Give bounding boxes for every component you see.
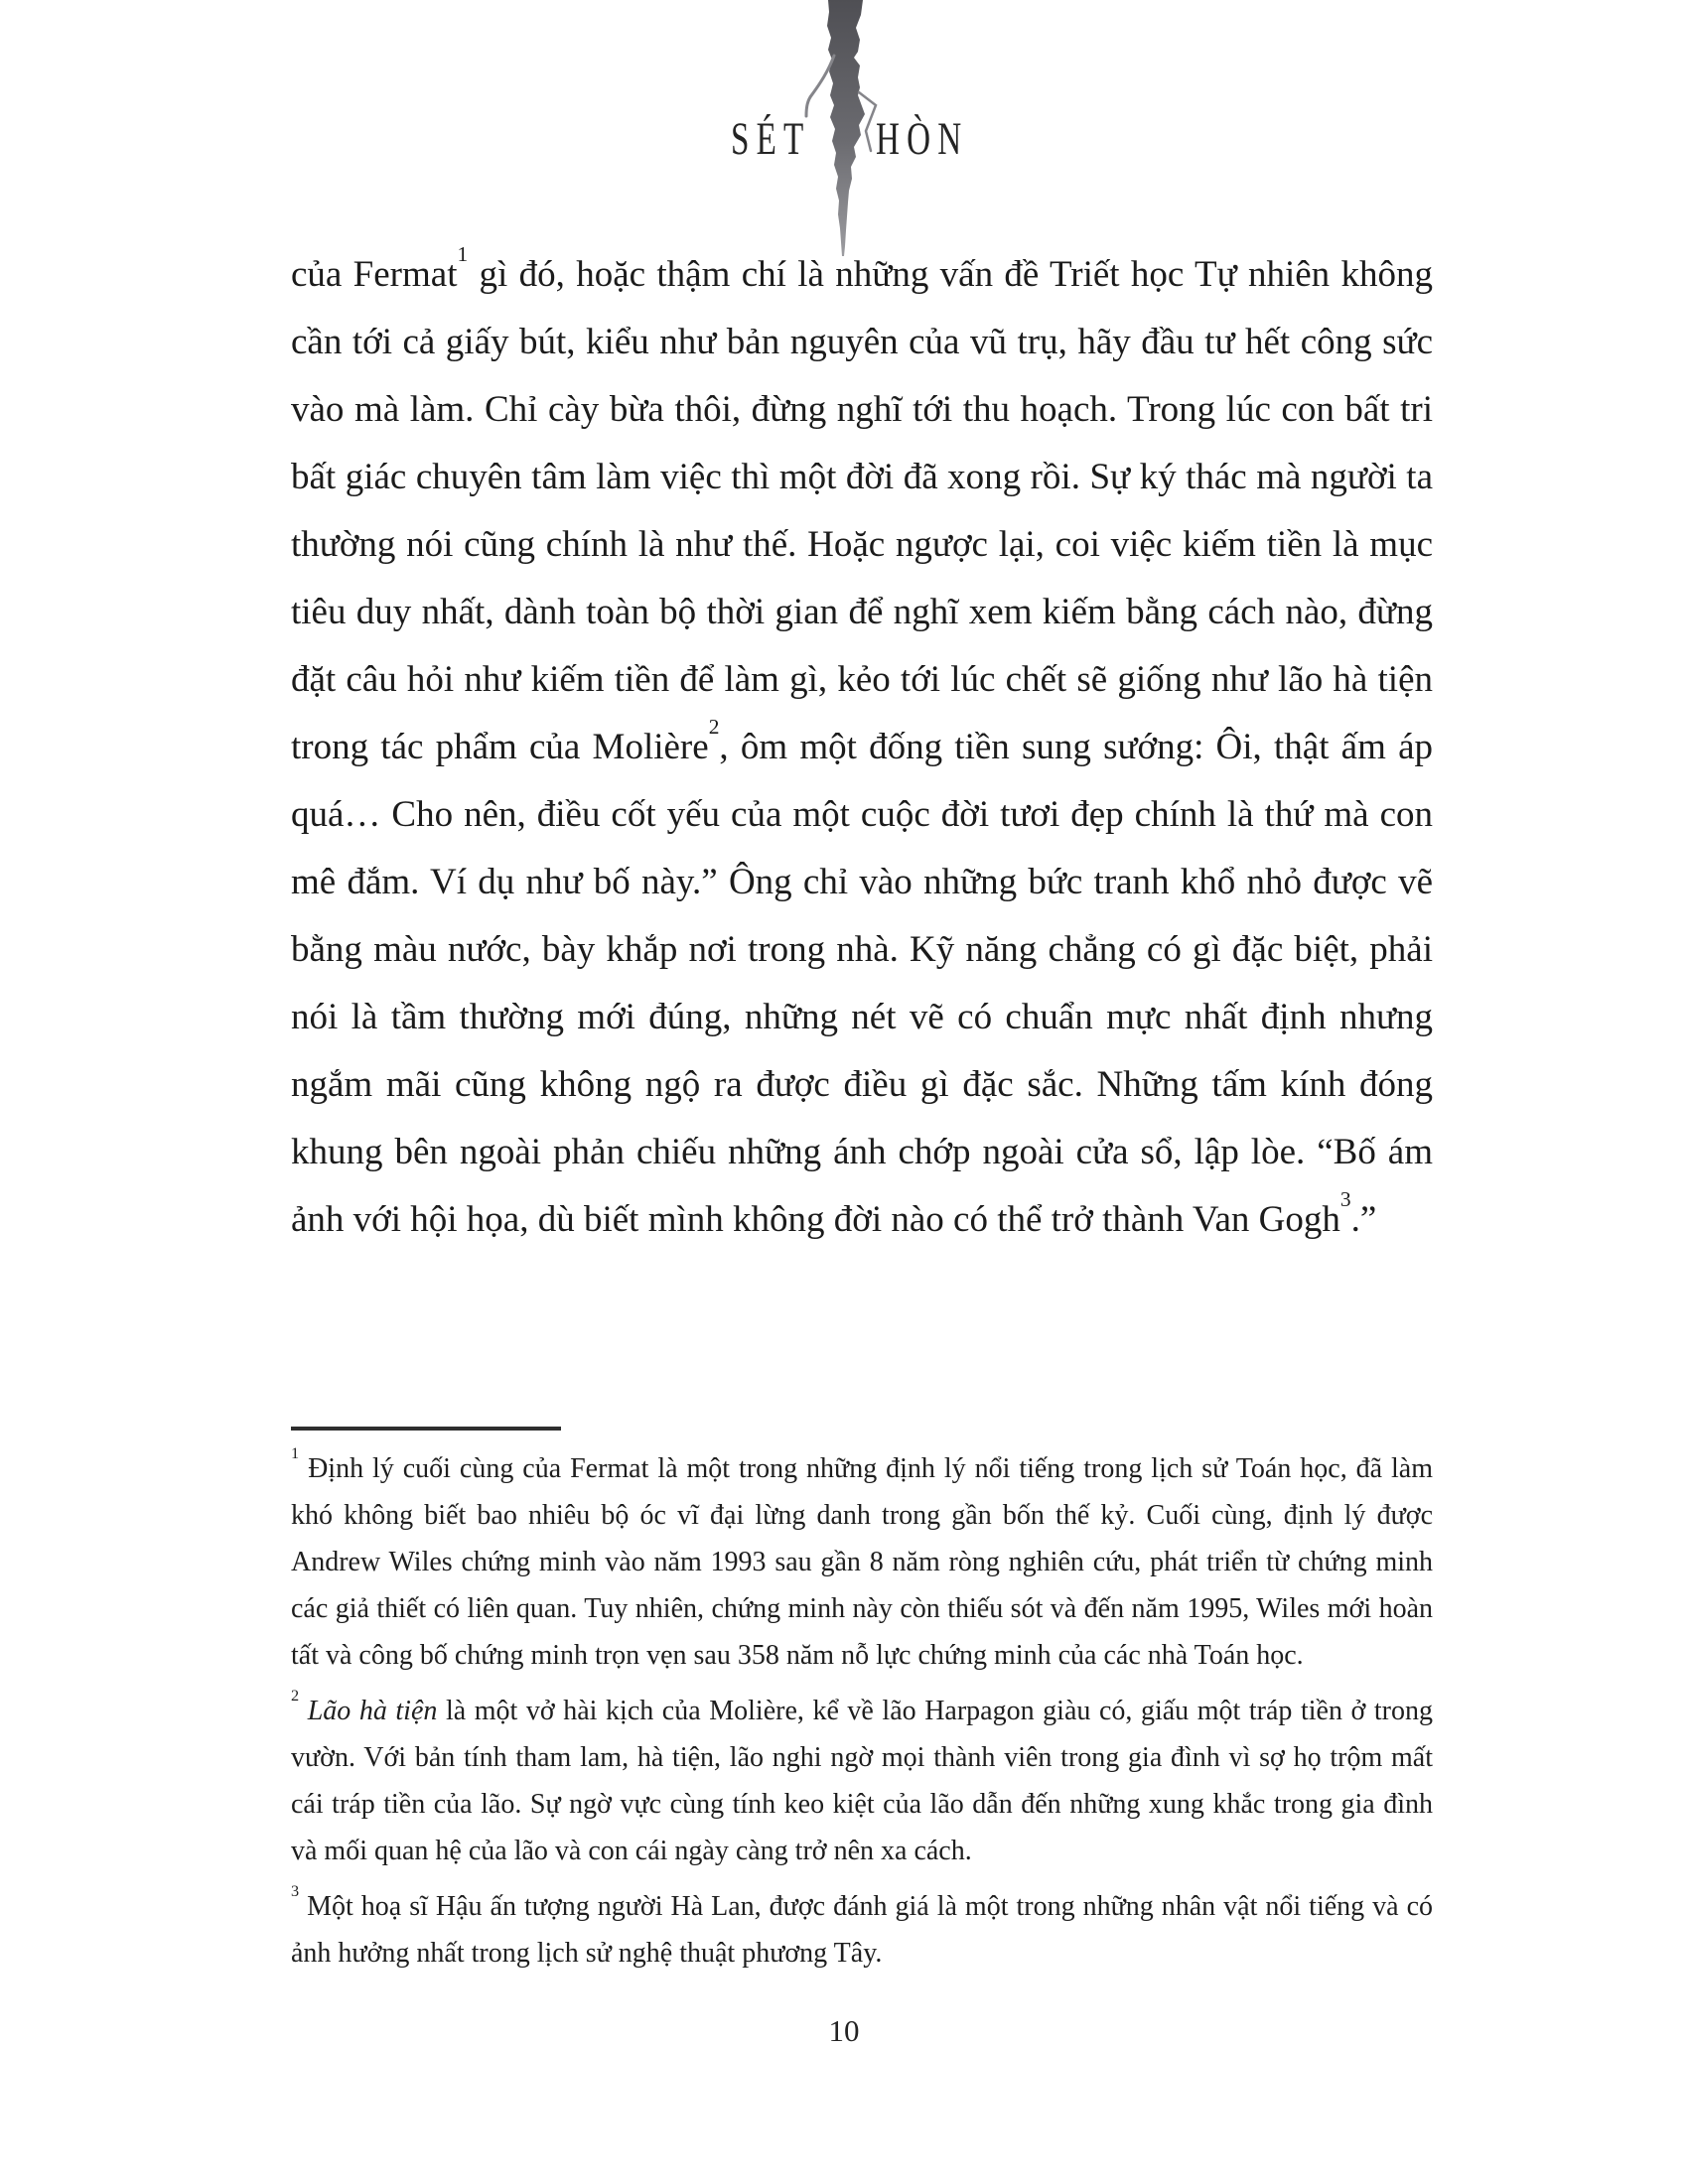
footnote-ref-1: 1	[457, 241, 469, 266]
footnote-2-marker: 2	[291, 1686, 300, 1705]
paragraph-text: , ôm một đống tiền sung sướng: Ôi, thật ấm áp quá… Cho nên, điều cốt yếu của một cuộc đời tươi đẹp chính là thứ mà con mê đắm. Ví dụ như bố này.” Ông chỉ vào những bức tranh khổ nhỏ được vẽ bằng màu nước, bày khắp nơi trong nhà. Kỹ năng chẳng có gì đặc biệt, phải nói là tầm thường mới đúng, những nét vẽ có chuẩn mực nhất định nhưng ngắm mãi cũng không ngộ ra được điều gì đặc sắc. Những tấm kính đóng khung bên ngoài phản chiếu những ánh chớp ngoài cửa sổ, lập lòe. “Bố ám ảnh với hội họa, dù biết mình không đời nào có thể trở thành Van Gogh	[291, 727, 1433, 1240]
chapter-title-right: HÒN	[876, 112, 969, 165]
footnote-1-text: Định lý cuối cùng của Fermat là một trong những định lý nổi tiếng trong lịch sử Toán học, đã làm khó không biết bao nhiêu bộ óc vĩ đại lừng danh trong gần bốn thế kỷ. Cuối cùng, định lý được Andrew Wiles chứng minh vào năm 1993 sau gần 8 năm ròng nghiên cứu, phát triển từ chứng minh các giả thiết có liên quan. Tuy nhiên, chứng minh này còn thiếu sót và đến năm 1995, Wiles mới hoàn tất và công bố chứng minh trọn vẹn sau 358 năm nỗ lực chứng minh của các nhà Toán học.	[291, 1453, 1433, 1671]
page-body	[291, 241, 1433, 1254]
bolt-right-branch	[859, 92, 876, 151]
bolt-main-shape	[827, 0, 865, 256]
bolt-left-branch	[806, 56, 834, 116]
paragraph-text: .”	[1350, 1199, 1377, 1240]
footnote-2-text: là một vở hài kịch của Molière, kể về lão Harpagon giàu có, giấu một tráp tiền ở trong vườn. Với bản tính tham lam, hà tiện, lão nghi ngờ mọi thành viên trong gia đình vì sợ họ trộm mất cái tráp tiền của lão. Sự ngờ vực cùng tính keo kiệt của lão dẫn đến những xung khắc trong gia đình và mối quan hệ của lão và con cái ngày càng trở nên xa cách.	[291, 1696, 1433, 1866]
footnote-1-marker: 1	[291, 1443, 300, 1462]
footnote-2	[291, 1688, 1433, 1874]
body-paragraph	[291, 241, 1433, 1254]
footnote-separator	[291, 1427, 561, 1431]
chapter-title-left: SÉT	[731, 112, 811, 165]
footnote-1	[291, 1445, 1433, 1679]
footnote-ref-3: 3	[1339, 1186, 1351, 1211]
page-footer	[0, 2013, 1688, 2049]
paragraph-text: gì đó, hoặc thậm chí là những vấn đề Triết học Tự nhiên không cần tới cả giấy bút, kiểu như bản nguyên của vũ trụ, hãy đầu tư hết công sức vào mà làm. Chỉ cày bừa thôi, đừng nghĩ tới thu hoạch. Trong lúc con bất tri bất giác chuyên tâm làm việc thì một đời đã xong rồi. Sự ký thác mà người ta thường nói cũng chính là như thế. Hoặc ngược lại, coi việc kiếm tiền là mục tiêu duy nhất, dành toàn bộ thời gian để nghĩ xem kiếm bằng cách nào, đừng đặt câu hỏi như kiếm tiền để làm gì, kẻo tới lúc chết sẽ giống như lão hà tiện trong tác phẩm của Molière	[291, 254, 1433, 767]
paragraph-text: của Fermat	[291, 254, 458, 295]
page-number: 10	[828, 2013, 860, 2048]
footnote-3-marker: 3	[291, 1881, 300, 1900]
footnote-3-text: Một hoạ sĩ Hậu ấn tượng người Hà Lan, được đánh giá là một trong những nhân vật nổi tiếng và có ảnh hưởng nhất trong lịch sử nghệ thuật phương Tây.	[291, 1891, 1433, 1969]
footnote-ref-2: 2	[708, 714, 720, 739]
footnote-3	[291, 1883, 1433, 1977]
footnotes-section	[291, 1445, 1433, 1985]
footnote-2-work-title: Lão hà tiện	[299, 1696, 438, 1726]
